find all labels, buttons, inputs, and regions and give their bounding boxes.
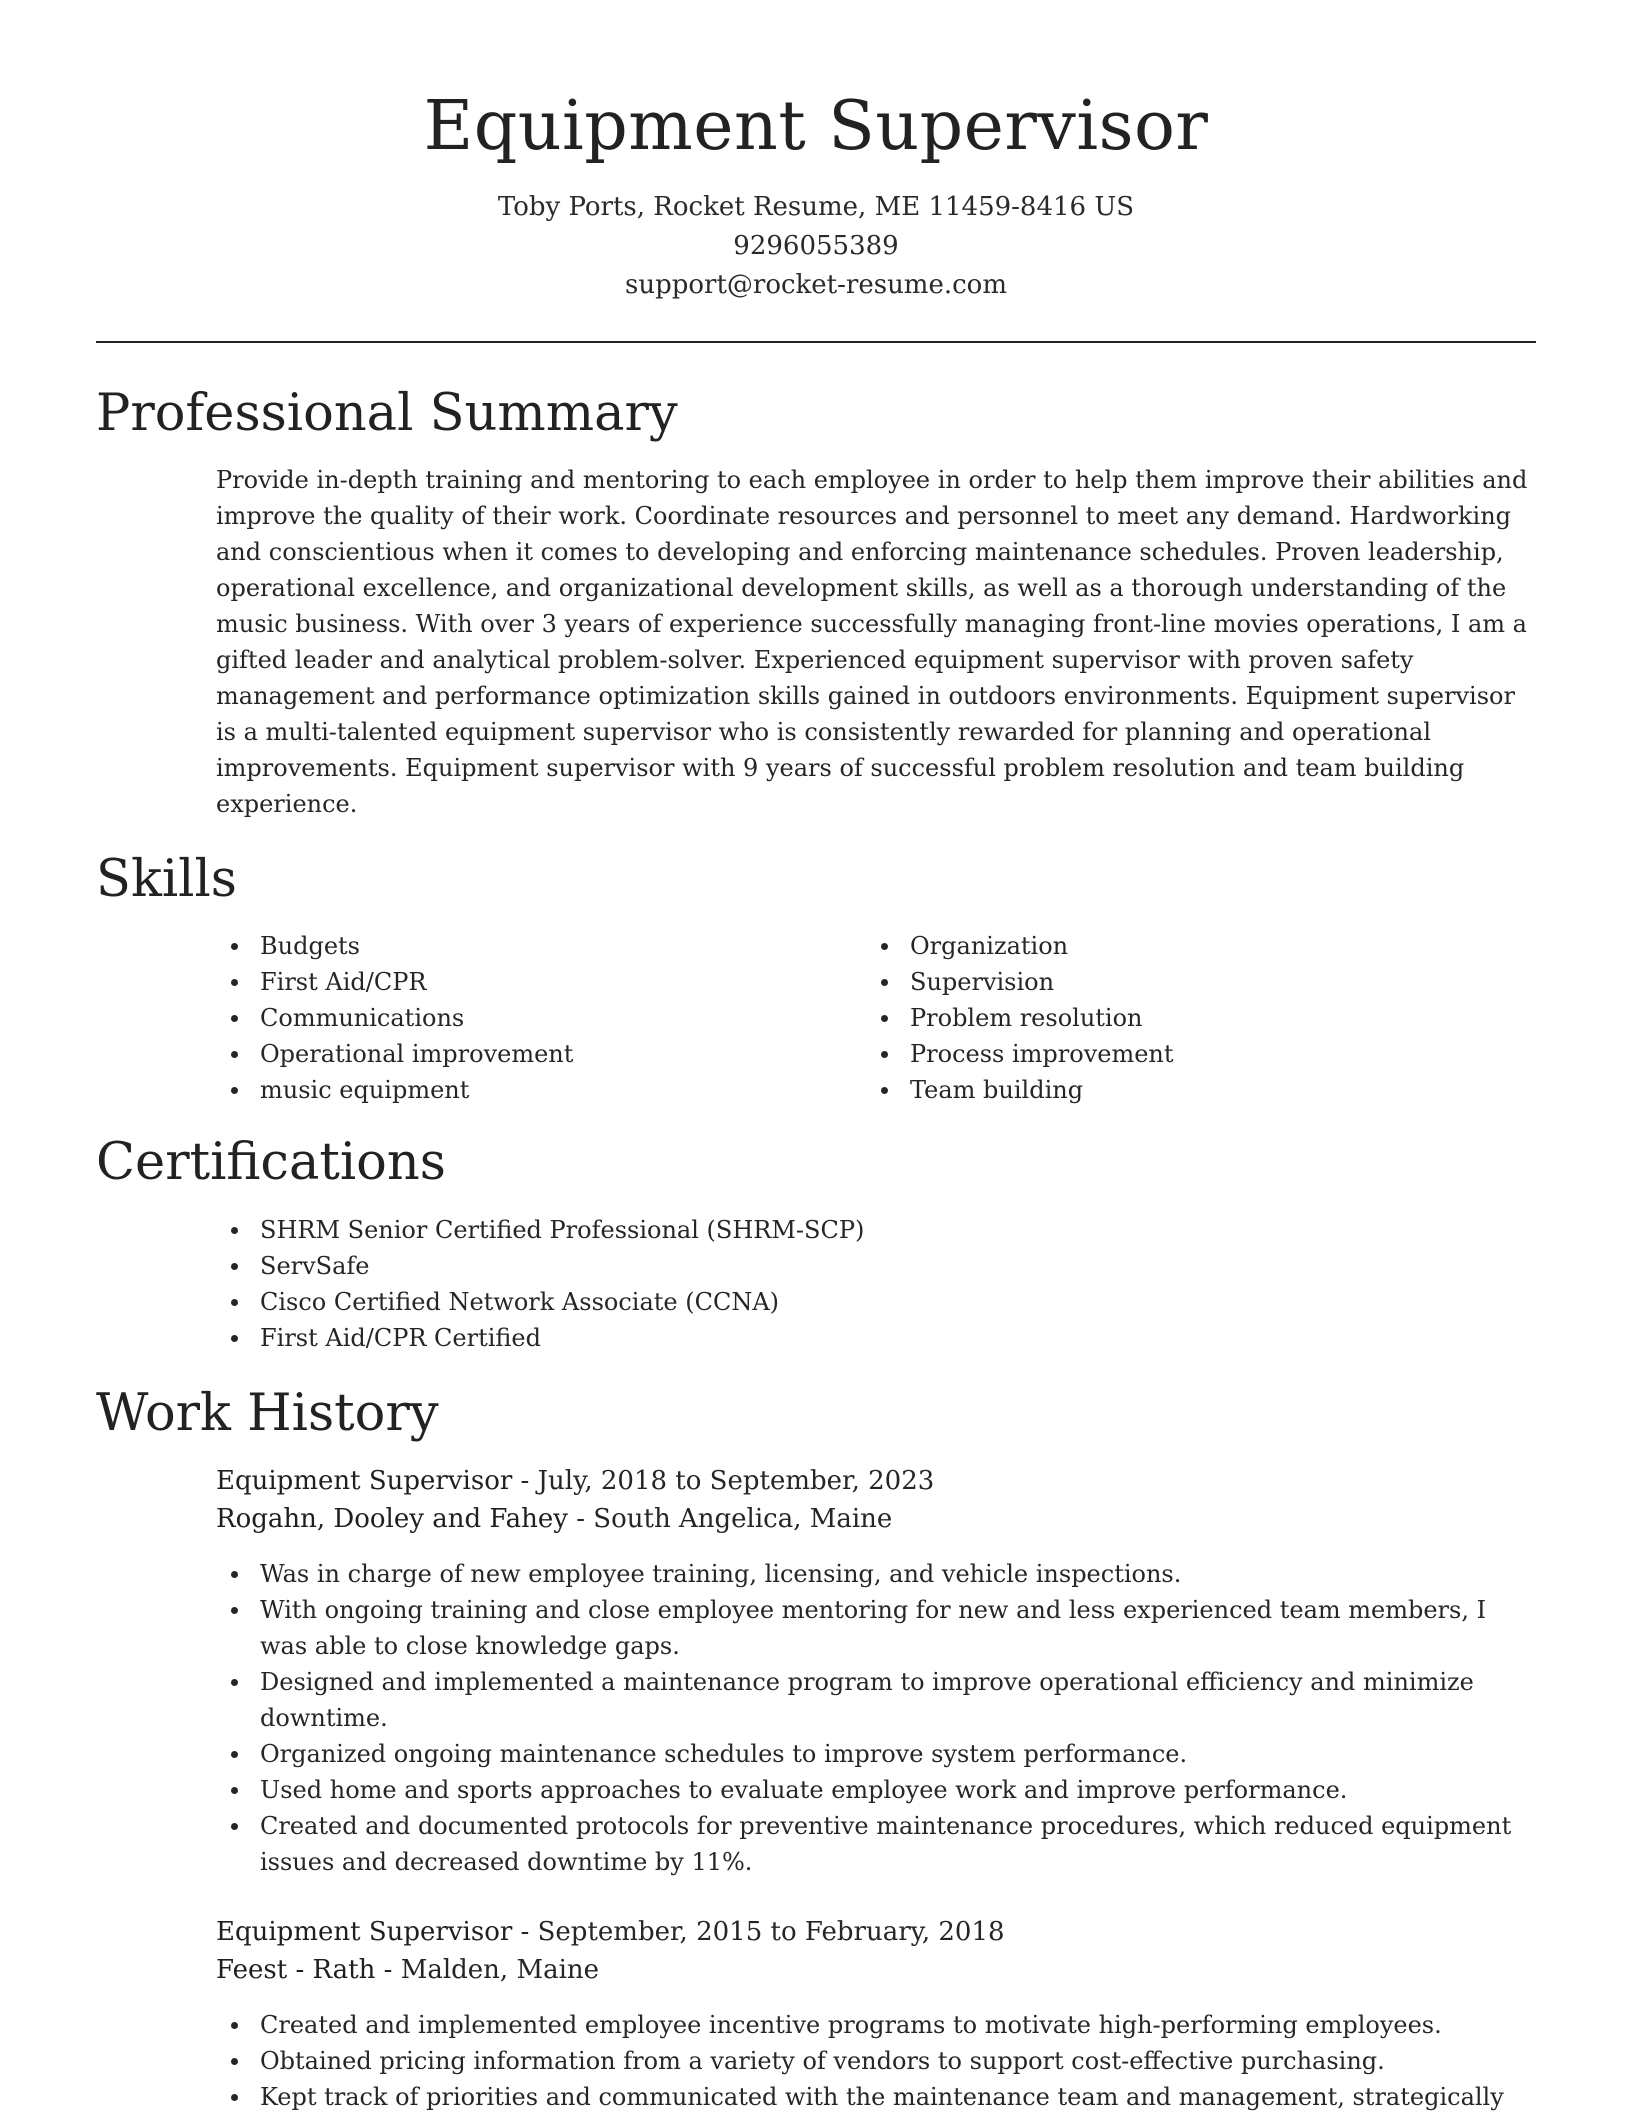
summary-text: Provide in-depth training and mentoring to each employee in order to help them improve their abilities and improve the quality of their work. Coordinate resources and personnel to meet any demand. Hardworking and conscientious when it comes to developing and enforcing maintenance schedules. Proven leadership, operational excellence, and organizational development skills, as well as a thorough understanding of the music business. With over 3 years of experience successfully managing front-line movies operations, I am a gifted leader and analytical problem-solver. Experienced equipment supervisor with proven safety management and performance optimization skills gained in outdoors environments. Equipment supervisor is a multi-talented equipment supervisor who is consistently rewarded for planning and operational improvements. Equipment supervisor with 9 years of successful problem resolution and team building experience. [216, 466, 1528, 818]
job-dates: September, 2015 to February, 2018 [537, 1917, 1005, 1947]
job-company: Feest - Rath [216, 1955, 376, 1985]
skill-item: Budgets [216, 928, 866, 964]
summary-section [216, 462, 1536, 822]
job-entry [216, 1913, 1536, 2112]
summary-heading: Professional Summary [96, 384, 678, 443]
contact-address: Toby Ports, Rocket Resume, ME 11459-8416 US [497, 192, 1135, 222]
job-separator: - [520, 1466, 538, 1496]
job-role: Equipment Supervisor [216, 1466, 513, 1496]
job-duty: With ongoing training and close employee mentoring for new and less experienced team members, I was able to close knowledge gaps. [216, 1592, 1536, 1664]
page-title: Equipment Supervisor [423, 87, 1209, 166]
certification-item: Cisco Certified Network Associate (CCNA) [216, 1284, 1536, 1320]
job-duty: Designed and implemented a maintenance program to improve operational efficiency and minimize downtime. [216, 1664, 1536, 1736]
job-location: Malden, Maine [400, 1955, 600, 1985]
job-duty: Created and documented protocols for preventive maintenance procedures, which reduced equipment issues and decreased downtime by 11%. [216, 1808, 1536, 1880]
resume-header [0, 0, 1632, 305]
contact-info [0, 188, 1632, 305]
job-duty: Kept track of priorities and communicated with the maintenance team and management, strategically [216, 2079, 1536, 2112]
skills-list [216, 928, 1536, 1108]
job-company-line [216, 1951, 1536, 1989]
skill-item: Process improvement [866, 1036, 1516, 1072]
job-entry [216, 1462, 1536, 1880]
skills-heading: Skills [96, 850, 237, 909]
job-separator: - [576, 1504, 594, 1534]
job-separator: - [520, 1917, 538, 1947]
job-title-line [216, 1913, 1536, 1951]
contact-phone: 9296055389 [733, 231, 899, 261]
work-history-heading: Work History [96, 1384, 439, 1443]
job-duty: Obtained pricing information from a variety of vendors to support cost-effective purchasing. [216, 2043, 1536, 2079]
job-duty: Organized ongoing maintenance schedules to improve system performance. [216, 1736, 1536, 1772]
skill-item: Team building [866, 1072, 1516, 1108]
job-role: Equipment Supervisor [216, 1917, 513, 1947]
skill-item: music equipment [216, 1072, 866, 1108]
skill-item: Organization [866, 928, 1516, 964]
skills-column-left [216, 928, 866, 1108]
certifications-heading: Certifications [96, 1133, 446, 1192]
job-dates: July, 2018 to September, 2023 [537, 1466, 935, 1496]
header-divider [96, 341, 1536, 343]
certification-item: ServSafe [216, 1248, 1536, 1284]
job-duty: Created and implemented employee incentive programs to motivate high-performing employees. [216, 2007, 1536, 2043]
skill-item: Communications [216, 1000, 866, 1036]
job-company: Rogahn, Dooley and Fahey [216, 1504, 568, 1534]
skill-item: Operational improvement [216, 1036, 866, 1072]
skill-item: Supervision [866, 964, 1516, 1000]
job-company-line [216, 1500, 1536, 1538]
certification-item: SHRM Senior Certified Professional (SHRM-SCP) [216, 1212, 1536, 1248]
skill-item: First Aid/CPR [216, 964, 866, 1000]
skill-item: Problem resolution [866, 1000, 1516, 1036]
skills-column-right [866, 928, 1516, 1108]
job-location: South Angelica, Maine [593, 1504, 893, 1534]
contact-email: support@rocket-resume.com [624, 270, 1007, 300]
certification-item: First Aid/CPR Certified [216, 1320, 1536, 1356]
job-duties [216, 2007, 1536, 2112]
job-duties [216, 1556, 1536, 1880]
job-separator: - [383, 1955, 401, 1985]
job-duty: Used home and sports approaches to evaluate employee work and improve performance. [216, 1772, 1536, 1808]
certifications-section [216, 1212, 1536, 1356]
job-duty: Was in charge of new employee training, licensing, and vehicle inspections. [216, 1556, 1536, 1592]
job-title-line [216, 1462, 1536, 1500]
